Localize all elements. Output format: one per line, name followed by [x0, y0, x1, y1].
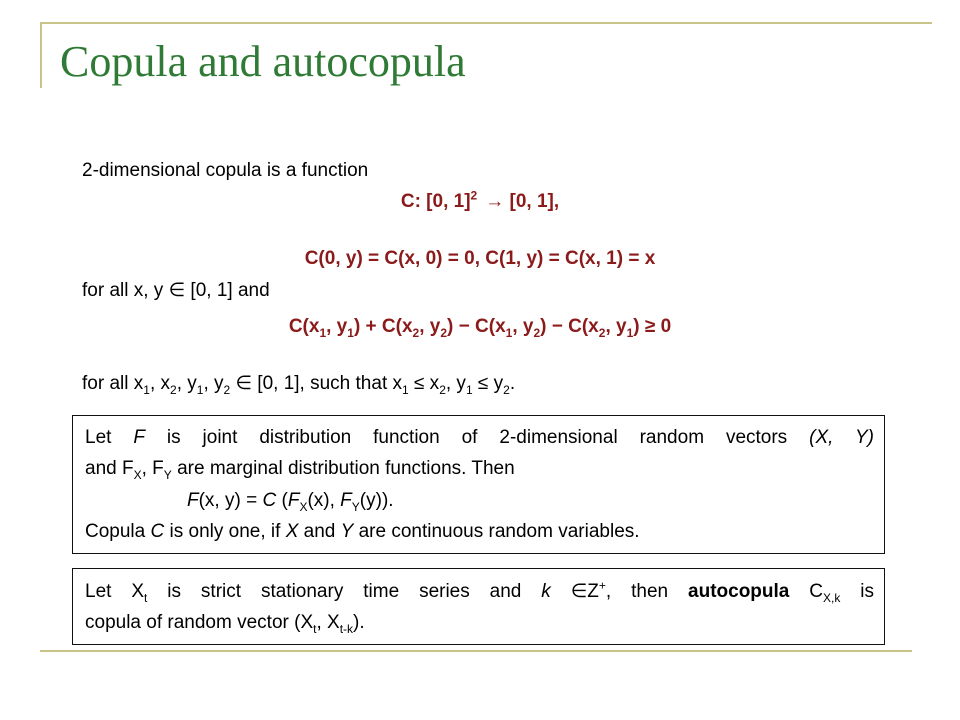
left-accent-line: [40, 22, 42, 88]
bottom-accent-line: [40, 650, 912, 652]
box1-line1: Let F is joint distribution function of 2-dimensional random vectors (X, Y): [85, 427, 874, 448]
box1-sklar-formula: F(x, y) = C ($F_X(x)$, $F_Y(y)$).: [187, 490, 394, 514]
box1-line2: and $F_X$, $F_Y$ are marginal distribution functions. Then: [85, 458, 515, 482]
slide-title: Copula and autocopula: [60, 37, 466, 86]
forall-x1x2y1y2-text: for all $x_1$, $x_2$, $y_1$, $y_2$ ∈ [0, 1], such that $x_1 \le x_2$, $y_1 \le y_2$.: [82, 373, 516, 397]
forall-xy-text: for all x, y ∈ [0, 1] and: [82, 280, 270, 301]
box2-line1: Let $X_t$ is strict stationary time series and k ∈Z+, then autocopula $C_{X,k}$ is: [85, 578, 875, 605]
sklar-theorem-box: [72, 415, 885, 554]
top-accent-line: [40, 22, 932, 24]
autocopula-definition-box: [72, 568, 885, 645]
box2-line2: copula of random vector ($X_t$, $X_{t-k}$).: [85, 612, 365, 636]
box1-line4: Copula C is only one, if X and Y are continuous random variables.: [85, 521, 640, 542]
intro-text: 2-dimensional copula is a function: [82, 160, 369, 181]
two-increasing-inequality: $C(x_1$, $y_1) + C(x_2$, $y_2) - C(x_1$, $y_2) - C(x_2$, $y_1) \ge 0$: [288, 316, 672, 340]
copula-mapping-formula: C: [0, 1]$^2$ → [0, 1],: [400, 188, 560, 212]
boundary-conditions-formula: C(0, y) = C(x, 0) = 0, C(1, y) = C(x, 1) = x: [304, 248, 656, 269]
